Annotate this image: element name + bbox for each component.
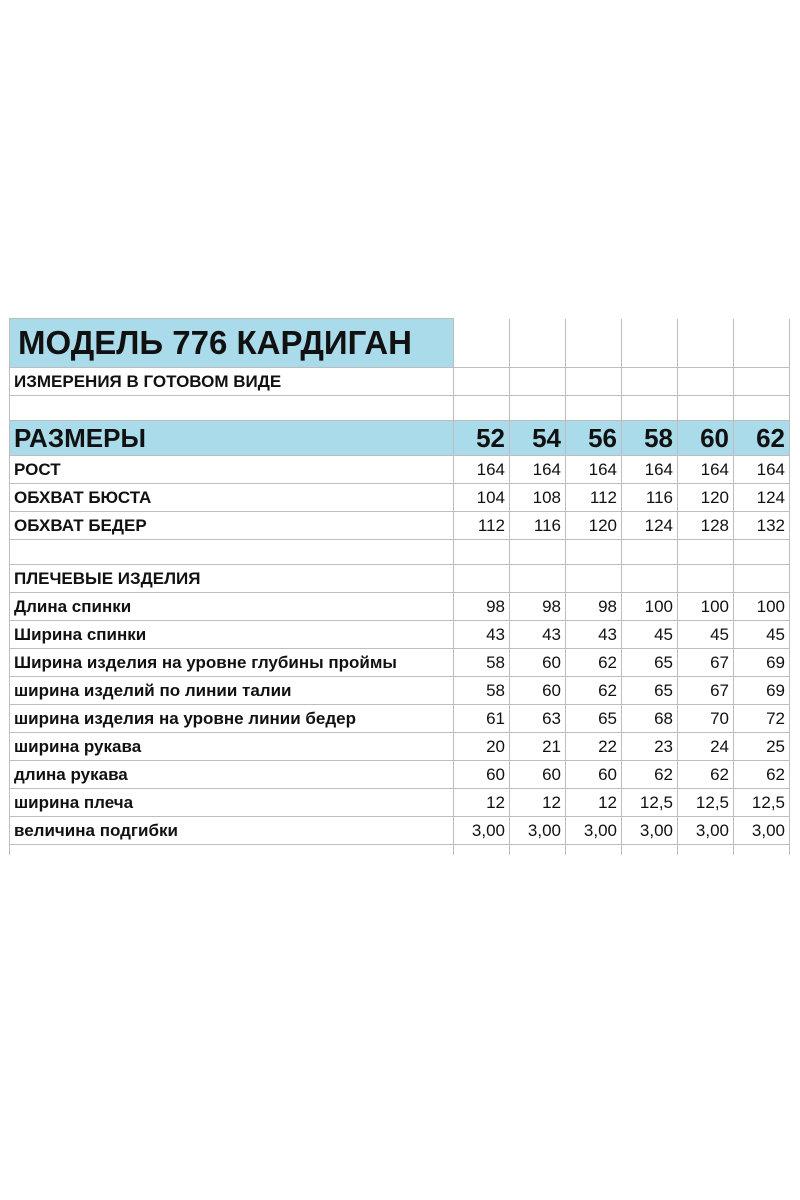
row-label: величина подгибки (10, 817, 454, 845)
row-label: Ширина изделия на уровне глубины проймы (10, 649, 454, 677)
value-cell: 62 (734, 761, 790, 789)
value-cell: 98 (566, 593, 622, 621)
value-cell: 63 (510, 705, 566, 733)
empty-row (10, 845, 790, 856)
value-cell: 62 (678, 761, 734, 789)
value-cell: 69 (734, 677, 790, 705)
value-cell: 132 (734, 512, 790, 540)
value-cell: 62 (622, 761, 678, 789)
value-cell: 22 (566, 733, 622, 761)
value-cell: 100 (734, 593, 790, 621)
sizes-label: РАЗМЕРЫ (10, 421, 454, 456)
value-cell: 12,5 (678, 789, 734, 817)
value-cell: 98 (510, 593, 566, 621)
value-cell: 43 (454, 621, 510, 649)
value-cell: 65 (566, 705, 622, 733)
value-cell: 3,00 (510, 817, 566, 845)
row-label: ширина изделия на уровне линии бедер (10, 705, 454, 733)
value-cell: 3,00 (566, 817, 622, 845)
value-cell: 164 (510, 456, 566, 484)
value-cell: 21 (510, 733, 566, 761)
value-cell: 60 (566, 761, 622, 789)
value-cell: 120 (566, 512, 622, 540)
sizes-row (10, 421, 790, 456)
value-cell: 60 (510, 761, 566, 789)
value-cell: 60 (454, 761, 510, 789)
value-cell: 24 (678, 733, 734, 761)
table-row (10, 705, 790, 733)
value-cell: 12 (510, 789, 566, 817)
value-cell: 164 (734, 456, 790, 484)
value-cell: 116 (510, 512, 566, 540)
row-label: ОБХВАТ БЕДЕР (10, 512, 454, 540)
row-label: ширина рукава (10, 733, 454, 761)
size-cell: 62 (734, 421, 790, 456)
value-cell: 3,00 (622, 817, 678, 845)
value-cell: 62 (566, 649, 622, 677)
value-cell: 116 (622, 484, 678, 512)
value-cell: 65 (622, 677, 678, 705)
value-cell: 65 (622, 649, 678, 677)
size-cell: 54 (510, 421, 566, 456)
table-row (10, 512, 790, 540)
value-cell: 124 (734, 484, 790, 512)
size-cell: 52 (454, 421, 510, 456)
table-row (10, 621, 790, 649)
table-row (10, 593, 790, 621)
row-label: ОБХВАТ БЮСТА (10, 484, 454, 512)
subtitle-row (10, 368, 790, 396)
value-cell: 68 (622, 705, 678, 733)
value-cell: 112 (454, 512, 510, 540)
value-cell: 45 (622, 621, 678, 649)
empty-row (10, 396, 790, 421)
value-cell: 45 (678, 621, 734, 649)
value-cell: 20 (454, 733, 510, 761)
value-cell: 60 (510, 677, 566, 705)
value-cell: 3,00 (734, 817, 790, 845)
row-label: Ширина спинки (10, 621, 454, 649)
value-cell: 67 (678, 649, 734, 677)
value-cell: 12,5 (622, 789, 678, 817)
value-cell: 12 (566, 789, 622, 817)
value-cell: 3,00 (454, 817, 510, 845)
value-cell: 12 (454, 789, 510, 817)
size-cell: 56 (566, 421, 622, 456)
value-cell: 62 (566, 677, 622, 705)
value-cell: 128 (678, 512, 734, 540)
value-cell: 72 (734, 705, 790, 733)
value-cell: 164 (566, 456, 622, 484)
size-chart-table (9, 318, 790, 855)
size-cell: 58 (622, 421, 678, 456)
section-title: ПЛЕЧЕВЫЕ ИЗДЕЛИЯ (10, 565, 454, 593)
value-cell: 3,00 (678, 817, 734, 845)
section-row (10, 565, 790, 593)
value-cell: 69 (734, 649, 790, 677)
value-cell: 60 (510, 649, 566, 677)
value-cell: 164 (622, 456, 678, 484)
table-row (10, 456, 790, 484)
value-cell: 12,5 (734, 789, 790, 817)
value-cell: 25 (734, 733, 790, 761)
value-cell: 164 (678, 456, 734, 484)
value-cell: 100 (622, 593, 678, 621)
title-row (10, 319, 790, 368)
row-label: РОСТ (10, 456, 454, 484)
value-cell: 164 (454, 456, 510, 484)
row-label: Длина спинки (10, 593, 454, 621)
value-cell: 104 (454, 484, 510, 512)
size-cell: 60 (678, 421, 734, 456)
model-title: МОДЕЛЬ 776 КАРДИГАН (10, 319, 454, 368)
value-cell: 61 (454, 705, 510, 733)
value-cell: 70 (678, 705, 734, 733)
value-cell: 58 (454, 649, 510, 677)
value-cell: 23 (622, 733, 678, 761)
table-row (10, 677, 790, 705)
table-row (10, 761, 790, 789)
measurements-subtitle: ИЗМЕРЕНИЯ В ГОТОВОМ ВИДЕ (10, 368, 454, 396)
value-cell: 108 (510, 484, 566, 512)
row-label: ширина плеча (10, 789, 454, 817)
table-row (10, 484, 790, 512)
row-label: ширина изделий по линии талии (10, 677, 454, 705)
value-cell: 98 (454, 593, 510, 621)
value-cell: 45 (734, 621, 790, 649)
value-cell: 58 (454, 677, 510, 705)
empty-row (10, 540, 790, 565)
table-row (10, 733, 790, 761)
value-cell: 43 (510, 621, 566, 649)
value-cell: 120 (678, 484, 734, 512)
table-row (10, 789, 790, 817)
row-label: длина рукава (10, 761, 454, 789)
value-cell: 124 (622, 512, 678, 540)
table-row (10, 649, 790, 677)
value-cell: 67 (678, 677, 734, 705)
table-row (10, 817, 790, 845)
value-cell: 112 (566, 484, 622, 512)
value-cell: 100 (678, 593, 734, 621)
value-cell: 43 (566, 621, 622, 649)
